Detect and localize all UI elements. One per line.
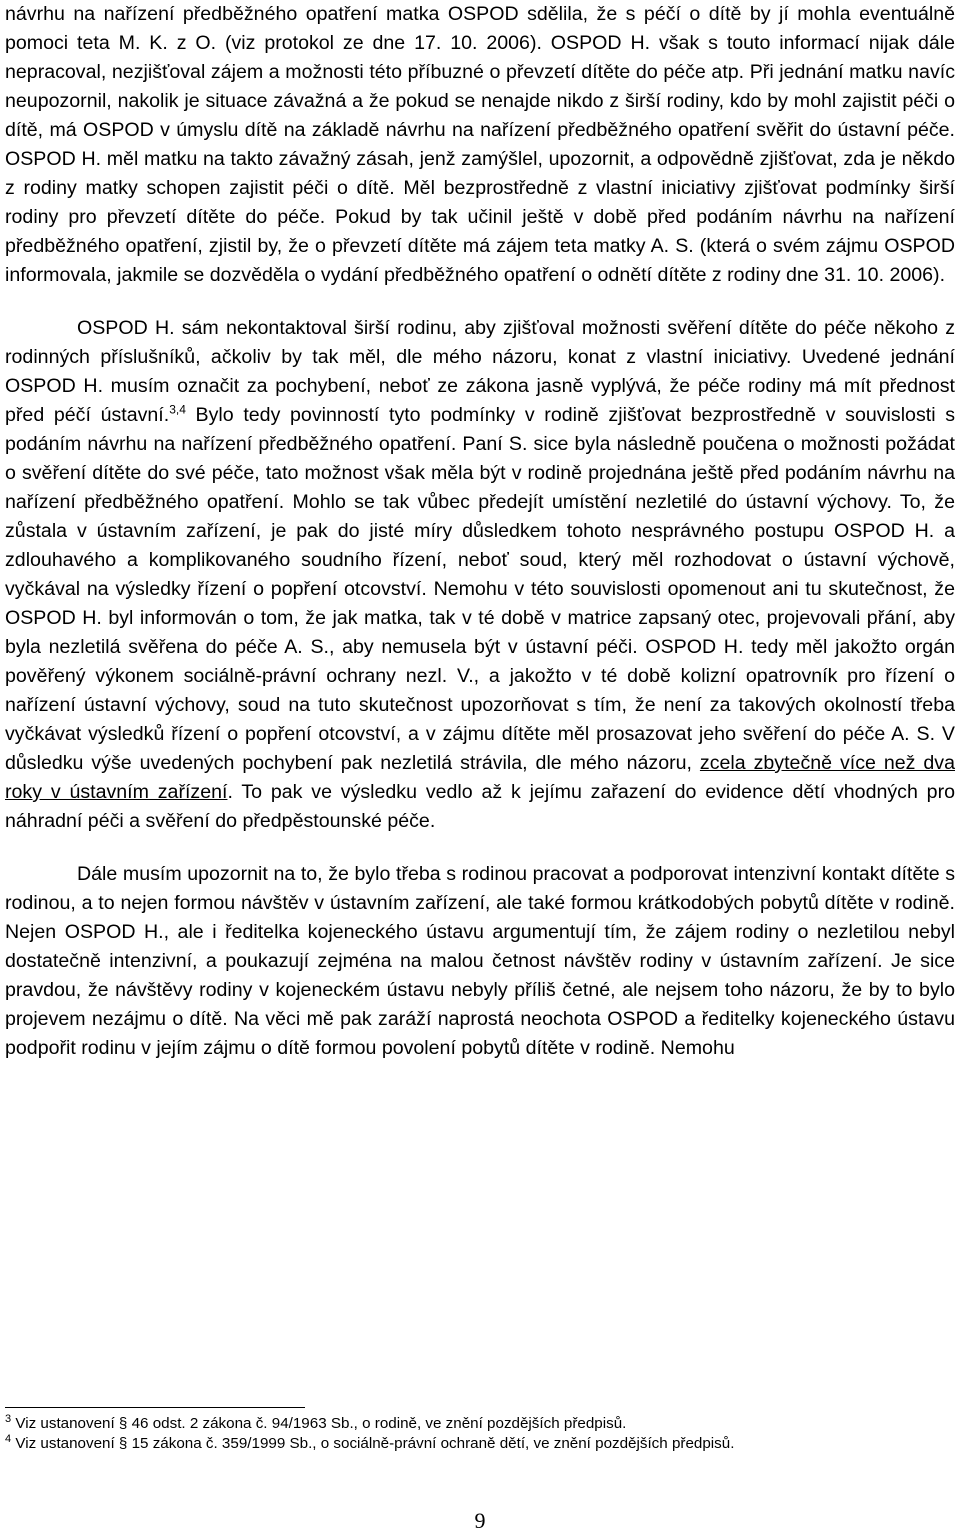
paragraph-3 — [5, 860, 955, 1063]
paragraph-1 — [5, 0, 955, 290]
footnotes — [5, 1414, 955, 1454]
paragraph-2-text-part2: Bylo tedy povinností tyto podmínky v rodině zjišťovat bezprostředně v souvislosti s podáním návrhu na nařízení předběžného opatření. Paní S. sice byla následně poučena o možnosti požádat o svěření dítěte do své péče, tato možnost však měla být v rodině projednána ještě před podáním návrhu na nařízení předběžného opatření. Mohlo se tak vůbec předejít umístění nezletilé do ústavní výchovy. To, že zůstala v ústavním zařízení, je pak do jisté míry důsledkem tohoto nesprávného postupu OSPOD H. a zdlouhavého a komplikovaného soudního řízení, neboť soud, který měl rozhodovat o ústavní výchově, vyčkával na výsledky řízení o popření otcovství. Nemohu v této souvislosti opomenout ani tu skutečnost, že OSPOD H. byl informován o tom, že jak matka, tak v té době v matrice zapsaný otec, projevovali přání, aby byla nezletilá svěřena do péče A. S., aby nemusela být v ústavní péči. OSPOD H. tedy měl jakožto orgán pověřený výkonem sociálně-právní ochrany nezl. V., a jakožto v té době kolizní opatrovník pro řízení o nařízení ústavní výchovy, soud na tuto skutečnost upozorňovat s tím, že není za takových okolností třeba vyčkávat výsledků řízení o popření otcovství, a v zájmu dítěte měl prosazovat jeho svěření do péče A. S. V důsledku výše uvedených pochybení pak nezletilá strávila, dle mého názoru, — [5, 404, 955, 774]
paragraph-2 — [5, 314, 955, 836]
footnote-4 — [5, 1434, 955, 1454]
footnote-separator — [5, 1407, 305, 1408]
paragraph-2-text-part1: OSPOD H. sám nekontaktoval širší rodinu, aby zjišťoval možnosti svěření dítěte do péče někoho z rodinných příslušníků, ačkoliv by tak měl, dle mého názoru, konat z vlastní iniciativy. Uvedené jednání OSPOD H. musím označit za pochybení, neboť ze zákona jasně vyplývá, že péče rodiny má mít přednost před péčí ústavní. — [5, 317, 955, 426]
underlined-phrase: zcela zbytečně více než dva roky v ústavním zařízení — [5, 752, 956, 803]
footnote-text: Viz ustanovení § 46 odst. 2 zákona č. 94/1963 Sb., o rodině, ve znění pozdějších předpisů. — [15, 1415, 627, 1432]
paragraph-2-text-part3: . To pak ve výsledku vedlo až k jejímu zařazení do evidence dětí vhodných pro náhradní péči a svěření do předpěstounské péče. — [5, 781, 955, 832]
document-body — [5, 0, 955, 1063]
footnote-number: 4 — [5, 1432, 12, 1445]
paragraph-3-text: Dále musím upozornit na to, že bylo třeba s rodinou pracovat a podporovat intenzivní kontakt dítěte s rodinou, a to nejen formou návštěv v ústavním zařízení, ale také formou krátkodobých pobytů dítěte v rodině. Nejen OSPOD H., ale i ředitelka kojeneckého ústavu argumentují tím, že zájem rodiny o nezletilou nebyl dostatečně intenzivní, a poukazují zejména na malou četnost návštěv rodiny v ústavním zařízení. Je sice pravdou, že návštěvy rodiny v kojeneckém ústavu nebyly příliš četné, ale nejsem toho názoru, že by to bylo projevem nezájmu o dítě. Na věci mě pak zaráží naprostá neochota OSPOD a ředitelky kojeneckého ústavu podpořit rodinu v jejím zájmu o dítě formou povolení pobytů dítěte v rodině. Nemohu — [5, 863, 955, 1059]
footnote-number: 3 — [5, 1412, 12, 1425]
paragraph-1-text: návrhu na nařízení předběžného opatření matka OSPOD sdělila, že s péčí o dítě by jí mohla eventuálně pomoci teta M. K. z O. (viz protokol ze dne 17. 10. 2006). OSPOD H. však s touto informací nijak dále nepracoval, nezjišťoval zájem a možnosti této příbuzné o převzetí dítěte do péče atp. Při jednání matku navíc neupozornil, nakolik je situace závažná a že pokud se nenajde nikdo z širší rodiny, kdo by mohl zajistit péči o dítě, má OSPOD v úmyslu dítě na základě návrhu na nařízení předběžného opatření svěřit do ústavní péče. OSPOD H. měl matku na takto závažný zásah, jenž zamýšlel, upozornit, a odpovědně zjišťovat, zda je někdo z rodiny matky schopen zajistit péči o dítě. Měl bezprostředně z vlastní iniciativy zjišťovat podmínky širší rodiny pro převzetí dítěte do péče. Pokud by tak učinil ještě v době před podáním návrhu na nařízení předběžného opatření, zjistil by, že o převzetí dítěte má zájem teta matky A. S. (která o svém zájmu OSPOD informovala, jakmile se dozvěděla o vydání předběžného opatření o odnětí dítěte z rodiny dne 31. 10. 2006). — [5, 3, 955, 286]
footnote-text: Viz ustanovení § 15 zákona č. 359/1999 Sb., o sociálně-právní ochraně dětí, ve znění pozdějších předpisů. — [15, 1435, 735, 1452]
footnote-reference: 3,4 — [169, 402, 186, 417]
footnote-3 — [5, 1414, 955, 1434]
page-number: 9 — [474, 1508, 486, 1533]
